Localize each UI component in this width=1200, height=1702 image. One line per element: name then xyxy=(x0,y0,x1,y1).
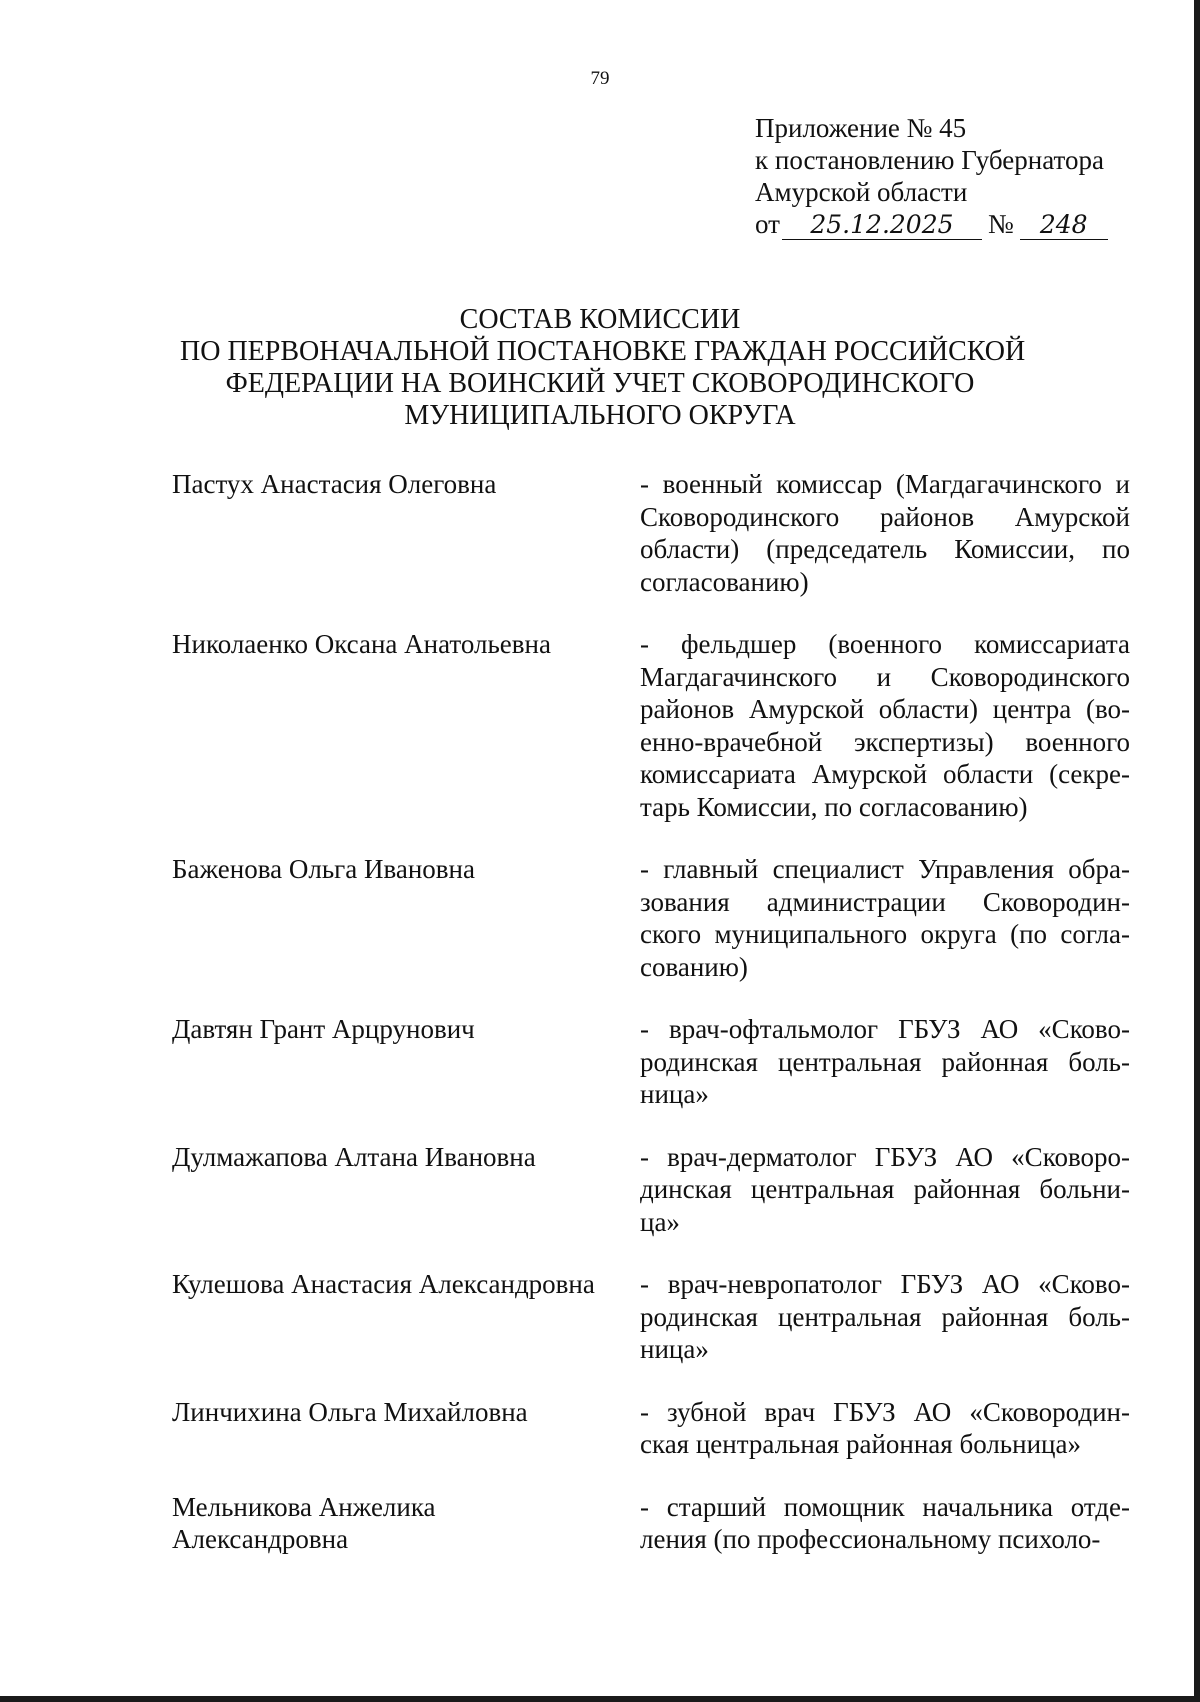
appendix-signature-line xyxy=(755,208,1175,240)
member-role-line: ская центральная районная больница» xyxy=(640,1429,1081,1459)
member-role xyxy=(640,1396,1130,1461)
member-role-line: зования администрации Сковородин- xyxy=(640,886,1130,917)
member-role xyxy=(640,1141,1130,1239)
member-row xyxy=(172,1396,1132,1461)
member-row xyxy=(172,628,1132,823)
member-role-line: - фельдшер (военного комиссариата xyxy=(640,629,1130,659)
date-prefix: от xyxy=(755,209,780,239)
member-row xyxy=(172,1268,1132,1366)
member-name-line: Николаенко Оксана Анатольевна xyxy=(172,629,551,659)
member-role-line: ца» xyxy=(640,1206,680,1237)
member-row xyxy=(172,853,1132,983)
member-role-line: динская центральная районная больни- xyxy=(640,1174,1130,1204)
appendix-line-2: к постановлению Губернатора xyxy=(755,145,1104,175)
member-role-line: тарь Комиссии, по согласованию) xyxy=(640,791,1028,822)
member-name-line: Пастух Анастасия Олеговна xyxy=(172,469,497,499)
member-name-line: Баженова Ольга Ивановна xyxy=(172,854,475,884)
member-role-line: ница» xyxy=(640,1334,709,1364)
member-name xyxy=(172,1491,640,1556)
member-role-line: Магдагачинского и Сковородинского xyxy=(640,661,1130,692)
member-role xyxy=(640,468,1130,598)
appendix-line-3: Амурской области xyxy=(755,177,968,207)
member-role xyxy=(640,628,1130,823)
member-name xyxy=(172,628,640,823)
handwritten-date: 25.12.2025 xyxy=(782,211,982,240)
handwritten-number: 248 xyxy=(1020,211,1108,240)
member-role xyxy=(640,853,1130,983)
member-row xyxy=(172,1141,1132,1239)
title-line-3: ФЕДЕРАЦИИ НА ВОИНСКИЙ УЧЕТ СКОВОРОДИНСКОГО xyxy=(225,368,975,399)
member-name-line: Давтян Грант Арцрунович xyxy=(172,1014,475,1044)
member-role-line: районов Амурской области) центра (во- xyxy=(640,694,1130,724)
member-name xyxy=(172,468,640,598)
member-role-line: родинская центральная районная боль- xyxy=(640,1046,1130,1077)
member-row xyxy=(172,1491,1132,1556)
member-role-line: ница» xyxy=(640,1079,709,1109)
title-line-4: МУНИЦИПАЛЬНОГО ОКРУГА xyxy=(404,400,796,431)
member-name-line: Дулмажапова Алтана Ивановна xyxy=(172,1141,536,1172)
member-role-line: ского муниципального округа (по согла- xyxy=(640,919,1130,949)
number-prefix: № xyxy=(987,209,1014,239)
member-role-line: комиссариата Амурской области (секре- xyxy=(640,759,1130,789)
member-role-line: Сковородинского районов Амурской xyxy=(640,501,1130,532)
member-name-line: Кулешова Анастасия Александровна xyxy=(172,1269,595,1299)
document-title xyxy=(180,304,1026,432)
member-role-line: - главный специалист Управления обра- xyxy=(640,854,1130,884)
member-role-line: - старший помощник начальника отде- xyxy=(640,1491,1130,1522)
member-role-line: - врач-невропатолог ГБУЗ АО «Сково- xyxy=(640,1269,1130,1299)
member-role-line: - врач-дерматолог ГБУЗ АО «Сковоро- xyxy=(640,1141,1130,1172)
members-list xyxy=(172,468,1132,1586)
scan-border-bottom xyxy=(0,1696,1200,1702)
member-role-line: - врач-офтальмолог ГБУЗ АО «Сково- xyxy=(640,1014,1130,1044)
member-role-line: - зубной врач ГБУЗ АО «Сковородин- xyxy=(640,1396,1130,1427)
member-role-line: ления (по профессиональному психоло- xyxy=(640,1524,1101,1554)
member-role-line: согласованию) xyxy=(640,566,809,597)
member-role-line: - военный комиссар (Магдагачинского и xyxy=(640,469,1130,499)
member-row xyxy=(172,1013,1132,1111)
member-role xyxy=(640,1013,1130,1111)
member-name-line: Александровна xyxy=(172,1524,349,1554)
member-role xyxy=(640,1491,1130,1556)
title-line-1: СОСТАВ КОМИССИИ xyxy=(459,304,741,335)
page-number: 79 xyxy=(590,68,610,89)
scan-border-right xyxy=(1194,0,1200,1702)
member-name-line: Мельникова Анжелика xyxy=(172,1491,436,1522)
appendix-line-1: Приложение № 45 xyxy=(755,113,967,143)
member-row xyxy=(172,468,1132,598)
appendix-block xyxy=(755,112,1175,240)
member-name-line: Линчихина Ольга Михайловна xyxy=(172,1396,528,1427)
member-name xyxy=(172,1268,640,1366)
member-name xyxy=(172,853,640,983)
member-name xyxy=(172,1396,640,1461)
member-role-line: родинская центральная районная боль- xyxy=(640,1301,1130,1332)
member-role-line: сованию) xyxy=(640,951,748,982)
member-role xyxy=(640,1268,1130,1366)
member-name xyxy=(172,1141,640,1239)
member-role-line: енно-врачебной экспертизы) военного xyxy=(640,726,1130,757)
member-role-line: области) (председатель Комиссии, по xyxy=(640,534,1130,564)
title-line-2: ПО ПЕРВОНАЧАЛЬНОЙ ПОСТАНОВКЕ ГРАЖДАН РОССИЙСКОЙ xyxy=(180,336,1026,367)
member-name xyxy=(172,1013,640,1111)
